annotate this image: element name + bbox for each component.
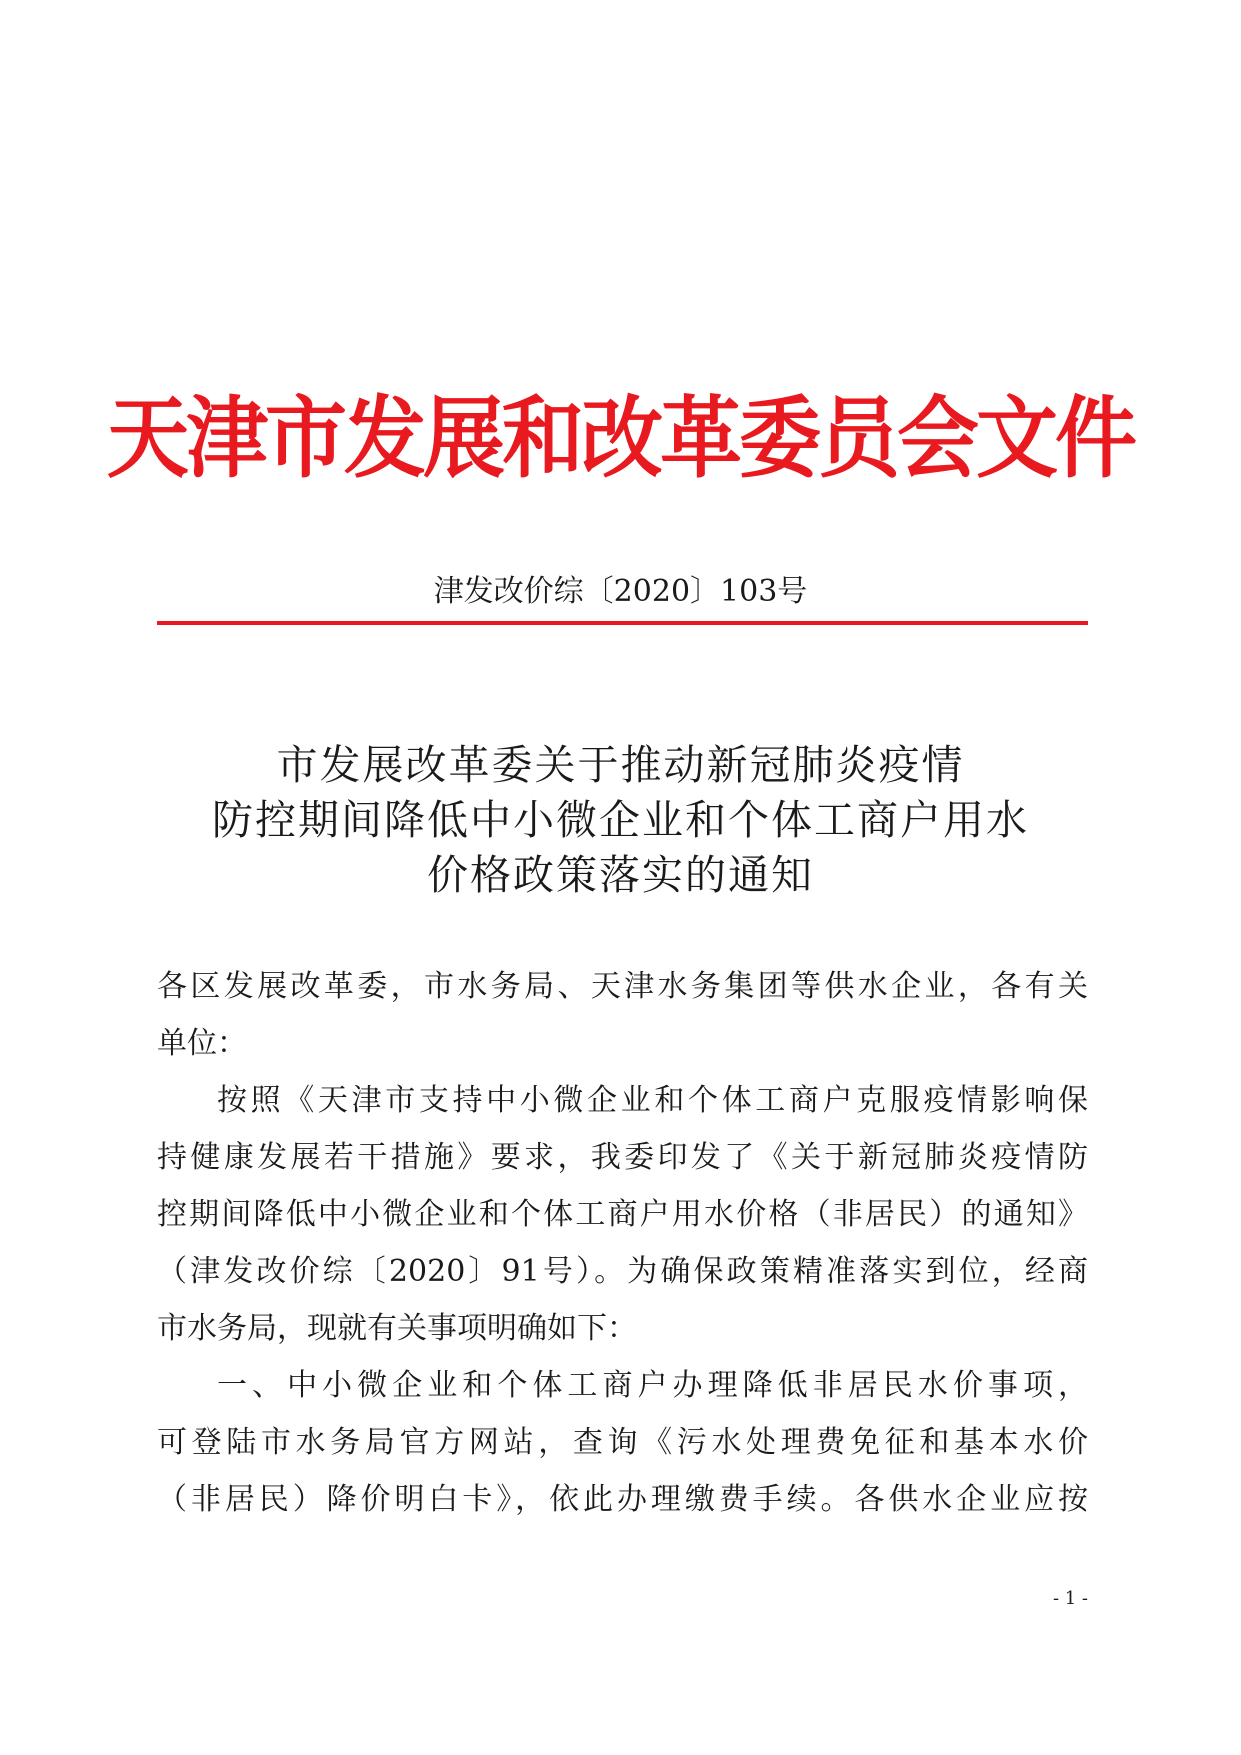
body-line-paragraph: 市水务局，现就有关事项明确如下： <box>157 1311 637 1346</box>
body-line-item-one: （非居民）降价明白卡》，依此办理缴费手续。各供水企业应按 <box>157 1482 1088 1517</box>
body-line-item-one: 可登陆市水务局官方网站，查询《污水处理费免征和基本水价 <box>157 1425 1088 1460</box>
document-title <box>0 738 1241 903</box>
body-line-paragraph: （津发改价综〔2020〕91号）。为确保政策精准落实到位，经商 <box>157 1254 1088 1289</box>
body-line-item-one: 一、中小微企业和个体工商户办理降低非居民水价事项， <box>217 1368 1088 1403</box>
body-line-addressee: 单位： <box>157 1026 247 1061</box>
title-line: 市发展改革委关于推动新冠肺炎疫情 <box>276 741 965 789</box>
page-number: - 1 - <box>1052 1588 1088 1609</box>
document-number: 津发改价综〔2020〕103号 <box>433 574 808 609</box>
document-body <box>157 958 1088 1528</box>
body-line-paragraph: 按照《天津市支持中小微企业和个体工商户克服疫情影响保 <box>217 1083 1088 1118</box>
body-line-paragraph: 持健康发展若干措施》要求，我委印发了《关于新冠肺炎疫情防 <box>157 1140 1088 1175</box>
red-divider-rule <box>157 621 1088 625</box>
title-line: 防控期间降低中小微企业和个体工商户用水 <box>212 796 1029 844</box>
agency-header-title: 天津市发展和改革委员会文件 <box>106 387 1134 491</box>
body-line-addressee: 各区发展改革委，市水务局、天津水务集团等供水企业，各有关 <box>157 969 1088 1004</box>
title-line: 价格政策落实的通知 <box>427 851 814 899</box>
body-line-paragraph: 控期间降低中小微企业和个体工商户用水价格（非居民）的通知》 <box>157 1197 1088 1232</box>
